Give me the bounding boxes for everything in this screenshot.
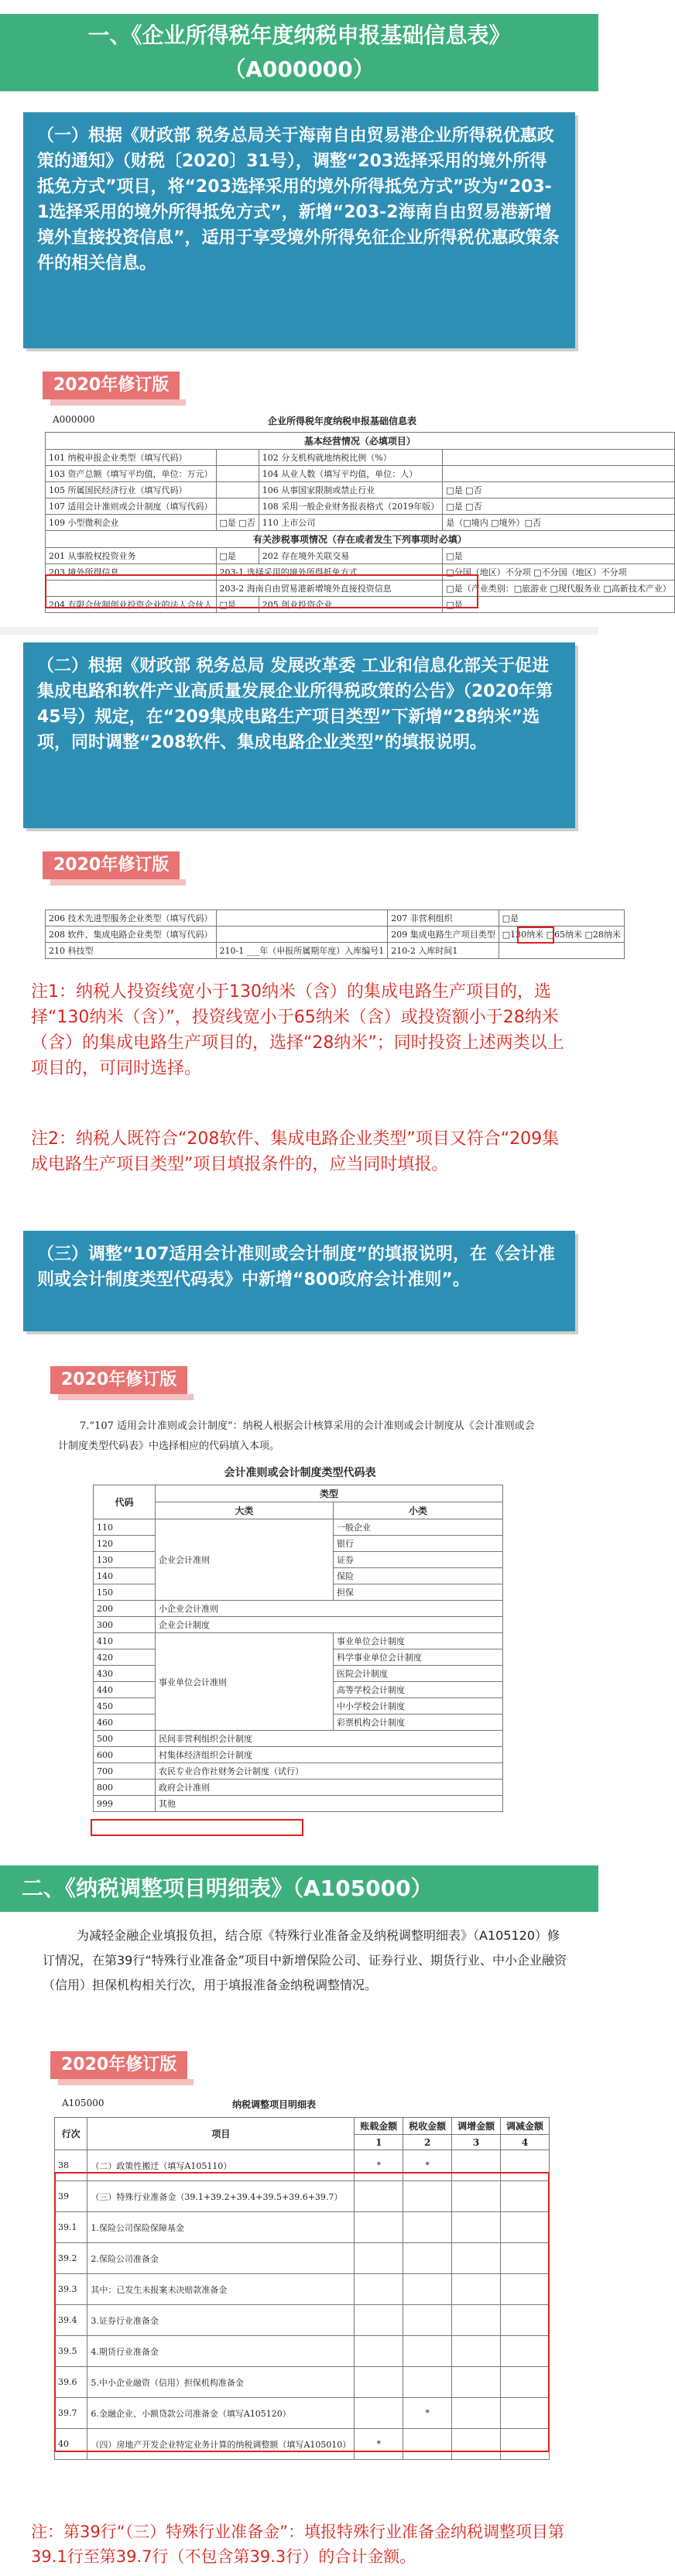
form4-header: 账载金额 <box>355 2118 403 2135</box>
form3-code: 999 <box>94 1796 156 1812</box>
form3-intro: 7.“107 适用会计准则或会计制度”：纳税人根据会计核算采用的会计准则或会计制度从《会计准则或会计制度类型代码表》中选择相应的代码填入本项。 <box>58 1420 535 1452</box>
form3-subcategory: 彩票机构会计制度 <box>334 1714 503 1731</box>
form1-cell: 201 从事股权投资业务 <box>46 548 217 564</box>
form4-title: 纳税调整项目明细表 <box>232 2099 317 2110</box>
form3-subcategory: 担保 <box>334 1584 503 1601</box>
form1-section-basic: 基本经营情况（必填项目） <box>46 433 675 450</box>
revision-tag-3: 2020年修订版 <box>50 1366 187 1394</box>
form1-cell: 205 创业投资企业 <box>259 597 443 613</box>
form4-row-num: 39.5 <box>55 2336 87 2367</box>
form1-cell: 108 采用一般企业财务报表格式（2019年版） <box>259 498 443 515</box>
form4-row-num: 39.1 <box>55 2212 87 2243</box>
form3-subcategory: 一般企业 <box>334 1519 503 1536</box>
info-box-2 <box>23 642 575 828</box>
form1-cell: □是 □否 <box>443 498 675 515</box>
form3-header: 类型 <box>156 1485 503 1502</box>
form4-subheader: 2 <box>403 2135 452 2150</box>
form1-cell: 107 适用会计准则或会计制度（填写代码） <box>46 498 217 515</box>
form3-code: 450 <box>94 1698 156 1714</box>
form-a000000 <box>45 414 671 619</box>
form4-row-item: （三）特殊行业准备金（39.1+39.2+39.4+39.5+39.6+39.7） <box>87 2181 355 2212</box>
form-a105000 <box>54 2098 550 2516</box>
form1-cell: 104 从业人数（填写平均值，单位：人） <box>259 466 443 482</box>
form3-category: 农民专业合作社财务会计制度（试行） <box>156 1763 503 1780</box>
info-box-1-text: （一）根据《财政部 税务总局关于海南自由贸易港企业所得税优惠政策的通知》（财税〔2020〕31号），调整“203选择采用的境外所得抵免方式”项目，将“203选择采用的境外所得抵免方式”改为“203-1选择采用的境外所得抵免方式”，新增“203-2海南自由贸易港新增境外直接投资信息”，适用于享受境外所得免征企业所得税优惠政策条件的相关信息。 <box>37 126 560 273</box>
form3-code: 420 <box>94 1649 156 1666</box>
form4-cell: * <box>403 2150 452 2181</box>
highlight-box <box>54 2172 550 2452</box>
form1-code: A000000 <box>53 414 95 425</box>
section2-banner <box>0 1865 598 1912</box>
form1-cell: 102 分支机构就地纳税比例（%） <box>259 450 443 466</box>
form4-row-item: 5.中小企业融资（信用）担保机构准备金 <box>87 2367 355 2398</box>
form4-row-item: 4.期货行业准备金 <box>87 2336 355 2367</box>
form1-cell: □是 <box>443 597 675 613</box>
form1-cell: 203-1 选择采用的境外所得抵免方式 <box>216 564 443 581</box>
form4-row-item: 6.金融企业、小额贷款公司准备金（填写A105120） <box>87 2398 355 2429</box>
form3-category: 企业会计制度 <box>156 1617 503 1633</box>
form1-cell: □是 <box>216 548 259 564</box>
form3-category: 企业会计准则 <box>156 1519 334 1601</box>
form3-code: 140 <box>94 1568 156 1584</box>
section1-banner <box>0 14 598 91</box>
form1-cell: 204 有限合伙制创业投资企业的法人合伙人 <box>46 597 217 613</box>
form2-cell: 208 软件、集成电路企业类型（填写代码） <box>46 927 217 943</box>
form4-subheader: 1 <box>355 2135 403 2150</box>
form4-row-num: 39.2 <box>55 2243 87 2274</box>
info-box-3-text: （三）调整“107适用会计准则或会计制度”的填报说明，在《会计准则或会计制度类型代码表》中新增“800政府会计准则”。 <box>37 1245 555 1290</box>
form2-cell: 210-2 入库时间1 <box>388 943 499 959</box>
form2-cell: □是 <box>499 910 624 927</box>
form3-code: 300 <box>94 1617 156 1633</box>
form4-row-num: 39.4 <box>55 2305 87 2336</box>
form4-row-num: 39.6 <box>55 2367 87 2398</box>
form4-code: A105000 <box>62 2098 105 2108</box>
form3-title: 会计准则或会计制度类型代码表 <box>224 1467 376 1479</box>
form-a000000-part2 <box>45 909 621 964</box>
form3-category: 村集体经济组织会计制度 <box>156 1747 503 1763</box>
form3-code: 200 <box>94 1601 156 1617</box>
form2-cell: 209 集成电路生产项目类型 <box>388 927 499 943</box>
form4-header: 项目 <box>87 2118 355 2150</box>
form1-section-tax: 有关涉税事项情况（存在或者发生下列事项时必填） <box>46 531 675 548</box>
form1-cell <box>443 450 675 466</box>
form4-subheader: 3 <box>452 2135 501 2150</box>
form3-code: 410 <box>94 1633 156 1649</box>
form4-cell: * <box>355 2150 403 2181</box>
note-1: 注1：纳税人投资线宽小于130纳米（含）的集成电路生产项目的，选择“130纳米（含）”，投资线宽小于65纳米（含）或投资额小于28纳米（含）的集成电路生产项目的，选择“28纳米”；同时投资上述两类以上项目的，可同时选择。 <box>31 982 564 1078</box>
form3-subcategory: 中小学校会计制度 <box>334 1698 503 1714</box>
form1-cell: □是（产业类别：□旅游业 □现代服务业 □高新技术产业） <box>443 581 675 597</box>
form1-cell: 203 境外所得信息 <box>46 564 217 581</box>
form1-cell: 101 纳税申报企业类型（填写代码） <box>46 450 217 466</box>
form1-cell: 是（□境内 □境外）□否 <box>443 515 675 531</box>
form3-category: 政府会计准则 <box>156 1780 503 1796</box>
form3-category: 其他 <box>156 1796 503 1812</box>
form1-cell: □是 <box>216 597 259 613</box>
form4-row-item: 其中：已发生未报案未决赔款准备金 <box>87 2274 355 2305</box>
form3-subcategory: 科学事业单位会计制度 <box>334 1649 503 1666</box>
revision-tag-2: 2020年修订版 <box>43 851 180 879</box>
form1-cell: 109 小型微利企业 <box>46 515 217 531</box>
form3-category: 事业单位会计准则 <box>156 1633 334 1731</box>
form4-row-num: 39 <box>55 2181 87 2212</box>
divider <box>0 627 598 635</box>
highlight-box <box>45 574 478 608</box>
form3-subcategory: 证券 <box>334 1552 503 1568</box>
form1-cell: 105 所属国民经济行业（填写代码） <box>46 482 217 498</box>
form3-header: 代码 <box>94 1485 156 1519</box>
revision-tag-1: 2020年修订版 <box>43 372 180 399</box>
form3-code: 600 <box>94 1747 156 1763</box>
form1-title: 企业所得税年度纳税申报基础信息表 <box>267 416 416 426</box>
form1-cell: □是 □否 <box>443 482 675 498</box>
form3-code: 130 <box>94 1552 156 1568</box>
form1-cell: 103 资产总额（填写平均值，单位：万元） <box>46 466 217 482</box>
form3-code: 500 <box>94 1731 156 1747</box>
form3-subcategory: 事业单位会计制度 <box>334 1633 503 1649</box>
form4-row-item: 1.保险公司保险保障基金 <box>87 2212 355 2243</box>
form2-cell: 210-1 ___年（申报所属期年度）入库编号1 <box>216 943 388 959</box>
form4-row-item: （四）房地产开发企业特定业务计算的纳税调整额（填写A105010） <box>87 2429 355 2460</box>
form4-cell: * <box>403 2398 452 2429</box>
form1-cell: □是 □否 <box>216 515 259 531</box>
form3-subcategory: 医院会计制度 <box>334 1666 503 1682</box>
form3-code: 430 <box>94 1666 156 1682</box>
form4-header: 税收金额 <box>403 2118 452 2135</box>
note-2: 注2：纳税人既符合“208软件、集成电路企业类型”项目又符合“209集成电路生产项目类型”项目填报条件的，应当同时填报。 <box>31 1129 560 1174</box>
form3-code: 110 <box>94 1519 156 1536</box>
form4-row-num: 39.7 <box>55 2398 87 2429</box>
form3-category: 小企业会计准则 <box>156 1601 503 1617</box>
revision-tag-4: 2020年修订版 <box>50 2051 187 2079</box>
form4-row-num: 38 <box>55 2150 87 2181</box>
section2-title: 二、《纳税调整项目明细表》（A105000） <box>22 1875 433 1901</box>
form4-row-num: 40 <box>55 2429 87 2460</box>
form4-header: 调减金额 <box>501 2118 550 2135</box>
form2-cell: 206 技术先进型服务企业类型（填写代码） <box>46 910 217 927</box>
form3-header: 小类 <box>334 1502 503 1519</box>
form1-cell: 203-2 海南自由贸易港新增境外直接投资信息 <box>216 581 443 597</box>
form3-code: 800 <box>94 1780 156 1796</box>
form1-cell: 106 从事国家限制或禁止行业 <box>259 482 443 498</box>
info-box-3 <box>23 1231 575 1331</box>
form-accounting-code-table <box>58 1416 542 1858</box>
form3-code: 120 <box>94 1536 156 1552</box>
form3-code: 460 <box>94 1714 156 1731</box>
form3-code: 150 <box>94 1584 156 1601</box>
info-box-2-text: （二）根据《财政部 税务总局 发展改革委 工业和信息化部关于促进集成电路和软件产业高质量发展企业所得税政策的公告》（2020年第45号）规定，在“209集成电路生产项目类型”下新增“28纳米”选项，同时调整“208软件、集成电路企业类型”的填报说明。 <box>37 656 553 752</box>
form4-header: 行次 <box>55 2118 87 2150</box>
note-3: 注：第39行“（三）特殊行业准备金”：填报特殊行业准备金纳税调整项目第39.1行至第39.7行（不包含第39.3行）的合计金额。 <box>31 2523 564 2566</box>
section2-paragraph: 为减轻金融企业填报负担，结合原《特殊行业准备金及纳税调整明细表》（A105120）修订情况，在第39行“特殊行业准备金”项目中新增保险公司、证券行业、期货行业、中小企业融资（信用）担保机构相关行次，用于填报准备金纳税调整情况。 <box>43 1928 567 1992</box>
form2-cell: 207 非营利组织 <box>388 910 499 927</box>
form3-code: 700 <box>94 1763 156 1780</box>
form4-row-num: 39.3 <box>55 2274 87 2305</box>
form4-row-item: （二）政策性搬迁（填写A105110） <box>87 2150 355 2181</box>
highlight-box <box>91 1819 303 1836</box>
form3-header: 大类 <box>156 1502 334 1519</box>
form1-cell: □是 <box>443 548 675 564</box>
highlight-box <box>517 927 554 944</box>
form4-cell: * <box>355 2429 403 2460</box>
form1-cell: □分国（地区）不分项 □不分国（地区）不分项 <box>443 564 675 581</box>
form3-code: 440 <box>94 1682 156 1698</box>
form4-subheader: 4 <box>501 2135 550 2150</box>
info-box-1 <box>23 112 575 348</box>
form2-cell: 210 科技型 <box>46 943 217 959</box>
form3-subcategory: 保险 <box>334 1568 503 1584</box>
form4-row-item: 3.证券行业准备金 <box>87 2305 355 2336</box>
form4-header: 调增金额 <box>452 2118 501 2135</box>
form4-row-item: 2.保险公司准备金 <box>87 2243 355 2274</box>
form3-subcategory: 高等学校会计制度 <box>334 1682 503 1698</box>
form2-cell: □130纳米 □65纳米 □28纳米 <box>499 927 624 943</box>
form3-subcategory: 银行 <box>334 1536 503 1552</box>
form1-cell: 110 上市公司 <box>259 515 443 531</box>
section1-title: 一、《企业所得税年度纳税申报基础信息表》 <box>87 22 511 48</box>
section1-code: （A000000） <box>224 57 375 82</box>
form3-category: 民间非营利组织会计制度 <box>156 1731 503 1747</box>
form1-cell: 202 存在境外关联交易 <box>259 548 443 564</box>
